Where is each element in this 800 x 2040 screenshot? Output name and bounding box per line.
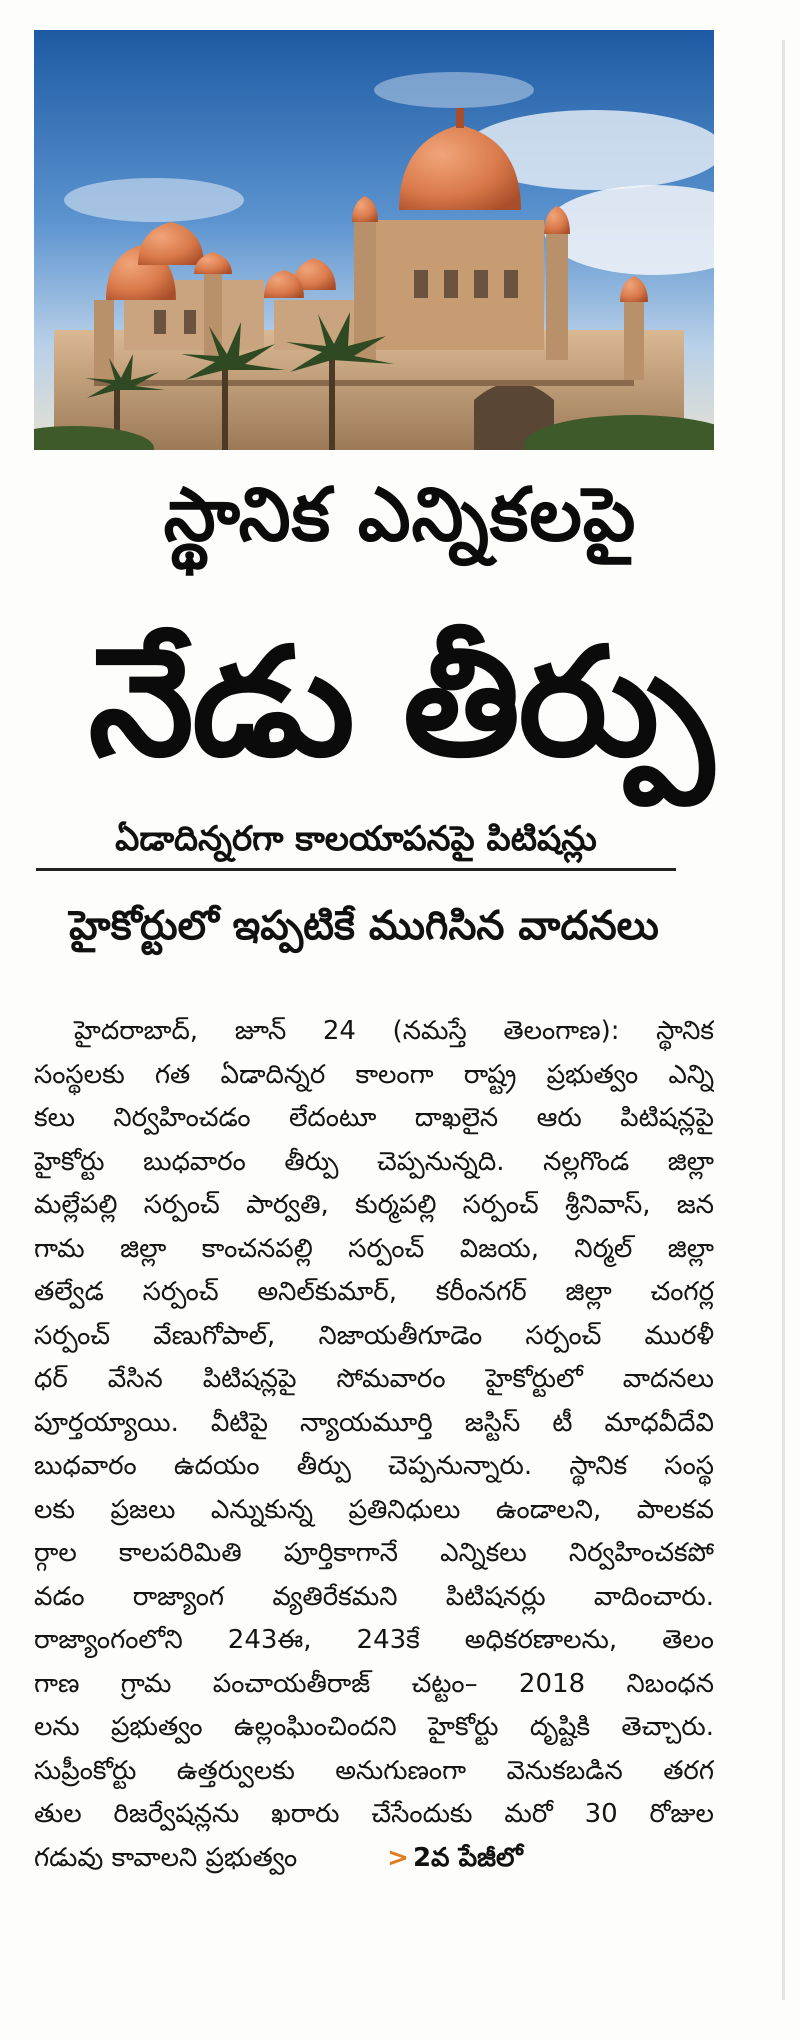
article-line: ర్గాల కాలపరిమితి పూర్తికాగానే ఎన్నికలు నిర్వహించకపో <box>34 1538 714 1568</box>
headline-line-2: నేడు తీర్పు <box>88 616 712 790</box>
article-body <box>34 1010 714 1880</box>
article-line: గాణ గ్రామ పంచాయతీరాజ్ చట్టం– 2018 నిబంధన <box>34 1668 714 1699</box>
article-line: రాజ్యాంగంలోని 243ఈ, 243కే అధికరణాలను, తెలం <box>34 1625 714 1655</box>
article-line: తల్వేడ సర్పంచ్ అనిల్‌కుమార్, కరీంనగర్ జిల్లా చంగర్ల <box>34 1277 714 1307</box>
article-last-line-text: గడువు కావాలని ప్రభుత్వం <box>34 1842 298 1873</box>
subheadline-1: ఏడాదిన్నరగా కాలయాపనపై పిటిషన్లు <box>36 822 676 871</box>
article-line: పూర్తయ్యాయి. వీటిపై న్యాయమూర్తి జస్టిస్ టీ మాధవీదేవి <box>34 1407 714 1438</box>
chevron-right-icon: > <box>387 1842 409 1873</box>
headline-line-1: స్థానిక ఎన్నికలపై <box>163 472 637 558</box>
article-line: లను ప్రభుత్వం ఉల్లంఘించిందని హైకోర్టు దృష్టికి తెచ్చారు. <box>34 1712 714 1742</box>
article-line: కలు నిర్వహించడం లేదంటూ దాఖలైన ఆరు పిటిషన్లపై <box>34 1103 714 1133</box>
article-line: హైదరాబాద్, జూన్ 24 (నమస్తే తెలంగాణ): స్థానిక <box>74 1016 714 1046</box>
article-line: మల్లేపల్లి సర్పంచ్ పార్వతి, కుర్మపల్లి సర్పంచ్ శ్రీనివాస్, జన <box>34 1190 714 1220</box>
subheadline-2: హైకోర్టులో ఇప్పటికే ముగిసిన వాదనలు <box>69 903 659 949</box>
article-line: సంస్థలకు గత ఏడాదిన్నర కాలంగా రాష్ట్ర ప్రభుత్వం ఎన్ని <box>34 1059 714 1090</box>
article-line: ధర్ వేసిన పిటిషన్లపై సోమవారం హైకోర్టులో వాదనలు <box>34 1364 714 1394</box>
continued-on-page-link[interactable] <box>387 1837 523 1881</box>
article-line: తుల రిజర్వేషన్లను ఖరారు చేసేందుకు మరో 30 రోజుల <box>34 1799 714 1829</box>
article-last-line <box>34 1837 714 1881</box>
article-line: గామ జిల్లా కాంచనపల్లి సర్పంచ్ విజయ, నిర్మల్ జిల్లా <box>34 1233 714 1264</box>
page-edge-divider <box>782 40 785 2000</box>
article-line: హైకోర్టు బుధవారం తీర్పు చెప్పనున్నది. నల్లగొండ జిల్లా <box>34 1146 714 1177</box>
article-line: లకు ప్రజలు ఎన్నుకున్న ప్రతినిధులు ఉండాలని, పాలకవ <box>34 1494 714 1525</box>
continued-on-page-label: 2వ పేజీలో <box>412 1842 523 1873</box>
article-line: వడం రాజ్యాంగ వ్యతిరేకమని పిటిషనర్లు వాదించారు. <box>34 1581 714 1612</box>
article-line: సుప్రీంకోర్టు ఉత్తర్వులకు అనుగుణంగా వెనుకబడిన తరగ <box>34 1755 714 1786</box>
high-court-photo <box>34 30 714 450</box>
article-line: సర్పంచ్ వేణుగోపాల్, నిజాయతీగూడెం సర్పంచ్ మురళీ <box>34 1320 714 1351</box>
article-line: బుధవారం ఉదయం తీర్పు చెప్పనున్నారు. స్థానిక సంస్థ <box>34 1451 714 1481</box>
